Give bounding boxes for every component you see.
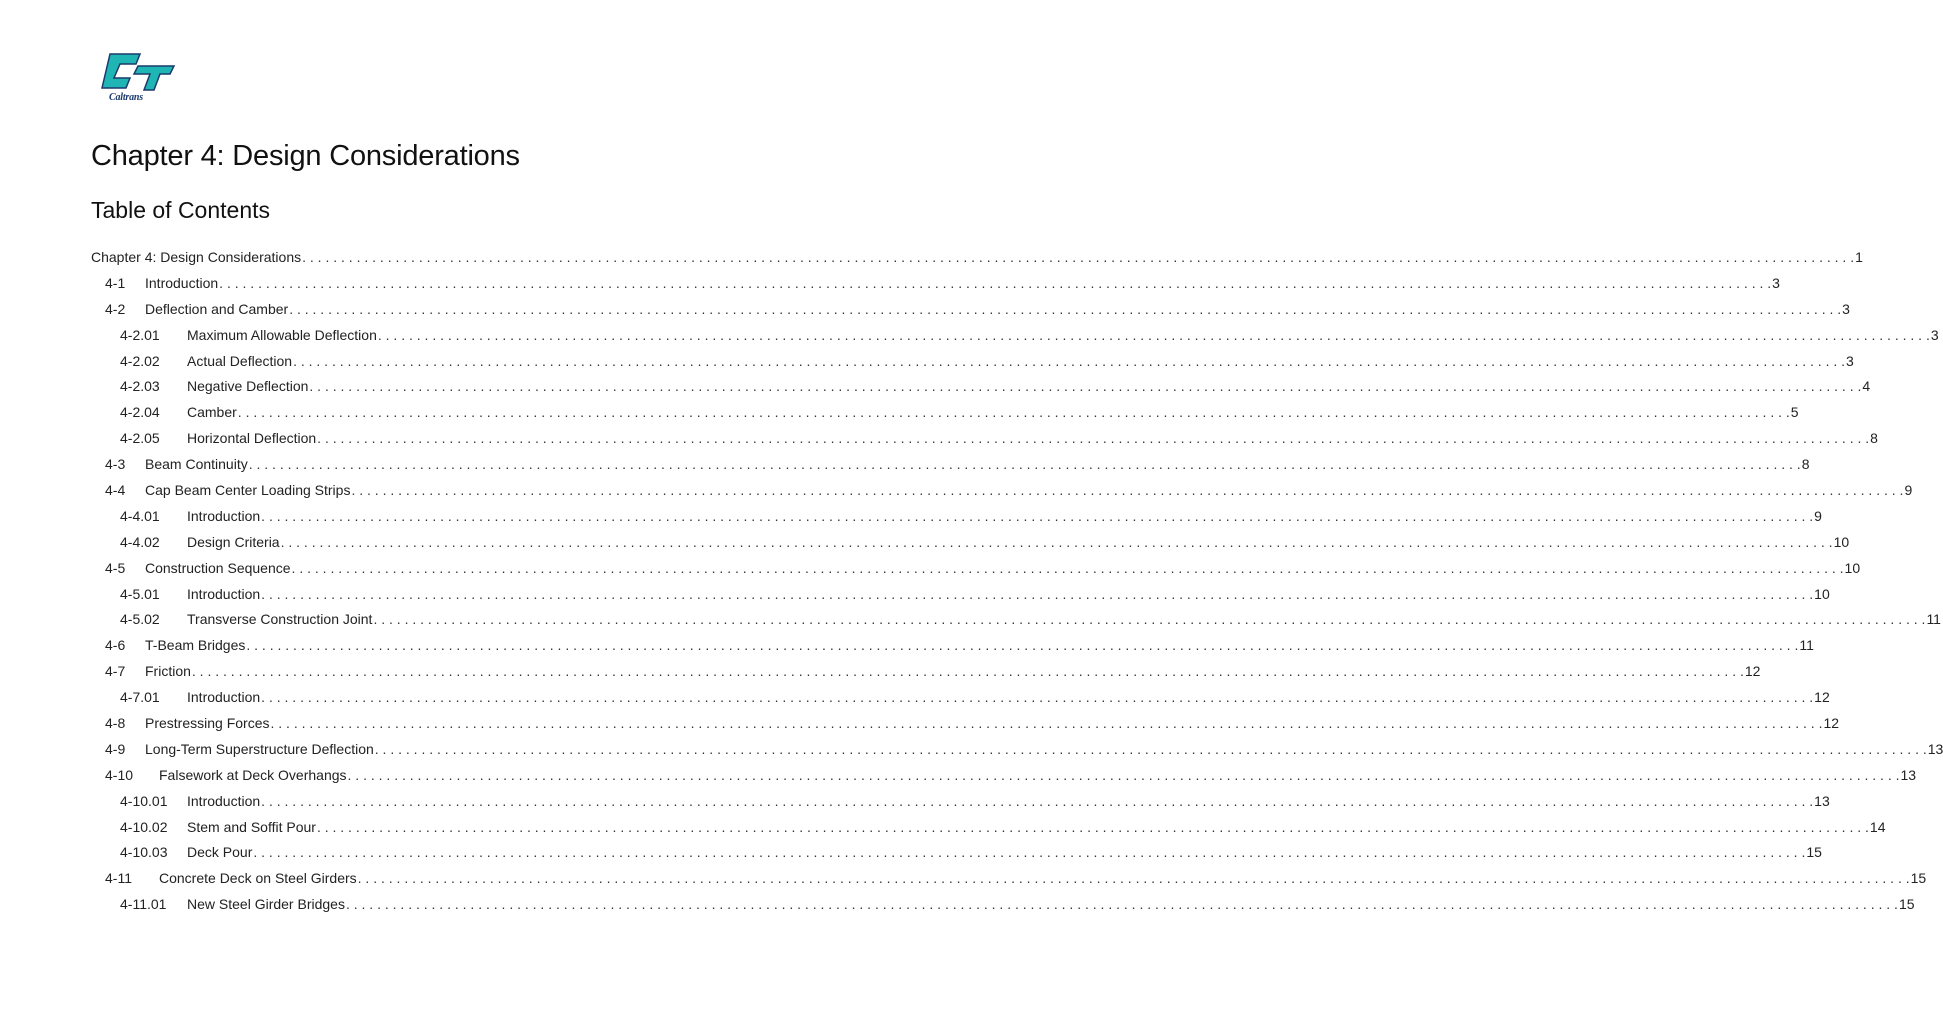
toc-entry-title: Long-Term Superstructure Deflection: [145, 740, 374, 757]
toc-entry-title: Maximum Allowable Deflection: [187, 326, 377, 343]
toc-entry-title: Introduction: [145, 274, 219, 291]
toc-entry[interactable]: [91, 296, 1850, 322]
toc-dot-leader: . . . . . . . . . . . . . . . . . . . . . . . . . . . . . . . . . . . . . . . . . . . . . . . . . . . . . . . . . . . . . . . . . . . . . . . . . . . . . . . . . . . . . . . . . . . . . . . . . . . . . . . . . . . . . . . . . . . . . . . . . . . . . . . . . . . . . . . . . . . . . . . . . . . . . . . . . . . . . . . . . . . . . . . . . . . . . . . . . . . . . . . . . . . . . . . . . . . . . . . .: [191, 663, 1744, 680]
toc-dot-leader: . . . . . . . . . . . . . . . . . . . . . . . . . . . . . . . . . . . . . . . . . . . . . . . . . . . . . . . . . . . . . . . . . . . . . . . . . . . . . . . . . . . . . . . . . . . . . . . . . . . . . . . . . . . . . . . . . . . . . . . . . . . . . . . . . . . . . . . . . . . . . . . . . . . . . . . . . . . . . . . . . . . . . . . . . . . . . . . . . . . . . . . . . . . . . . . . . . . . . . . .: [261, 585, 1814, 602]
toc-entry-page: 13: [1900, 766, 1917, 783]
toc-entry-page: 15: [1910, 870, 1927, 887]
toc-entry-number: 4-8: [105, 714, 126, 731]
toc-entry[interactable]: [91, 632, 1814, 658]
toc-entry-title: Prestressing Forces: [145, 714, 270, 731]
toc-dot-leader: . . . . . . . . . . . . . . . . . . . . . . . . . . . . . . . . . . . . . . . . . . . . . . . . . . . . . . . . . . . . . . . . . . . . . . . . . . . . . . . . . . . . . . . . . . . . . . . . . . . . . . . . . . . . . . . . . . . . . . . . . . . . . . . . . . . . . . . . . . . . . . . . . . . . . . . . . . . . . . . . . . . . . . . . . . . . . . . . . . . . . . . . . . . . . . . . . . . . . . . .: [345, 896, 1898, 913]
toc-entry-title: Deck Pour: [187, 844, 253, 861]
toc-dot-leader: . . . . . . . . . . . . . . . . . . . . . . . . . . . . . . . . . . . . . . . . . . . . . . . . . . . . . . . . . . . . . . . . . . . . . . . . . . . . . . . . . . . . . . . . . . . . . . . . . . . . . . . . . . . . . . . . . . . . . . . . . . . . . . . . . . . . . . . . . . . . . . . . . . . . . . . . . . . . . . . . . . . . . . . . . . . . . . . . . . . . . . . . . . . . . . . . . . . . . . . .: [248, 456, 1801, 473]
toc-dot-leader: . . . . . . . . . . . . . . . . . . . . . . . . . . . . . . . . . . . . . . . . . . . . . . . . . . . . . . . . . . . . . . . . . . . . . . . . . . . . . . . . . . . . . . . . . . . . . . . . . . . . . . . . . . . . . . . . . . . . . . . . . . . . . . . . . . . . . . . . . . . . . . . . . . . . . . . . . . . . . . . . . . . . . . . . . . . . . . . . . . . . . . . . . . . . . . . . . . . . . . . .: [237, 404, 1790, 421]
toc-entry-number: 4-9: [105, 740, 126, 757]
toc-entry[interactable]: [91, 399, 1799, 425]
toc-entry-title: T-Beam Bridges: [145, 637, 246, 654]
toc-dot-leader: . . . . . . . . . . . . . . . . . . . . . . . . . . . . . . . . . . . . . . . . . . . . . . . . . . . . . . . . . . . . . . . . . . . . . . . . . . . . . . . . . . . . . . . . . . . . . . . . . . . . . . . . . . . . . . . . . . . . . . . . . . . . . . . . . . . . . . . . . . . . . . . . . . . . . . . . . . . . . . . . . . . . . . . . . . . . . . . . . . . . . . . . . . . . . . . . . . . . . . . .: [316, 818, 1869, 835]
toc-entry-title: Falsework at Deck Overhangs: [159, 766, 347, 783]
toc-entry-page: 12: [1823, 714, 1840, 731]
toc-entry-title: Construction Sequence: [145, 559, 291, 576]
toc-entry[interactable]: [91, 270, 1780, 296]
toc-entry[interactable]: [91, 581, 1830, 607]
toc-entry-page: 3: [1846, 352, 1854, 369]
toc-entry[interactable]: [91, 348, 1854, 374]
toc-entry-page: 13: [1927, 740, 1943, 757]
toc-entry-title: Concrete Deck on Steel Girders: [159, 870, 357, 887]
toc-entry[interactable]: [91, 658, 1761, 684]
toc-entry-page: 9: [1814, 507, 1822, 524]
toc-entry[interactable]: [91, 814, 1886, 840]
toc-dot-leader: . . . . . . . . . . . . . . . . . . . . . . . . . . . . . . . . . . . . . . . . . . . . . . . . . . . . . . . . . . . . . . . . . . . . . . . . . . . . . . . . . . . . . . . . . . . . . . . . . . . . . . . . . . . . . . . . . . . . . . . . . . . . . . . . . . . . . . . . . . . . . . . . . . . . . . . . . . . . . . . . . . . . . . . . . . . . . . . . . . . . . . . . . . . . . . . . . . . . . . . .: [289, 300, 1842, 317]
caltrans-logo-mark: [100, 50, 176, 94]
toc-entry-title: Friction: [145, 663, 191, 680]
caltrans-wordmark: Caltrans: [109, 92, 143, 103]
caltrans-logo: [100, 50, 176, 110]
toc-dot-leader: . . . . . . . . . . . . . . . . . . . . . . . . . . . . . . . . . . . . . . . . . . . . . . . . . . . . . . . . . . . . . . . . . . . . . . . . . . . . . . . . . . . . . . . . . . . . . . . . . . . . . . . . . . . . . . . . . . . . . . . . . . . . . . . . . . . . . . . . . . . . . . . . . . . . . . . . . . . . . . . . . . . . . . . . . . . . . . . . . . . . . . . . . . . . . . . . . . . . . . . .: [261, 689, 1814, 706]
toc-entry-page: 12: [1744, 663, 1761, 680]
toc-entry[interactable]: [91, 477, 1913, 503]
toc-entry[interactable]: [91, 373, 1871, 399]
toc-entry-title: Design Criteria: [187, 533, 280, 550]
table-of-contents: [91, 244, 1943, 917]
toc-dot-leader: . . . . . . . . . . . . . . . . . . . . . . . . . . . . . . . . . . . . . . . . . . . . . . . . . . . . . . . . . . . . . . . . . . . . . . . . . . . . . . . . . . . . . . . . . . . . . . . . . . . . . . . . . . . . . . . . . . . . . . . . . . . . . . . . . . . . . . . . . . . . . . . . . . . . . . . . . . . . . . . . . . . . . . . . . . . . . . . . . . . . . . . . . . . . . . . . . . . . . . . .: [377, 326, 1930, 343]
toc-dot-leader: . . . . . . . . . . . . . . . . . . . . . . . . . . . . . . . . . . . . . . . . . . . . . . . . . . . . . . . . . . . . . . . . . . . . . . . . . . . . . . . . . . . . . . . . . . . . . . . . . . . . . . . . . . . . . . . . . . . . . . . . . . . . . . . . . . . . . . . . . . . . . . . . . . . . . . . . . . . . . . . . . . . . . . . . . . . . . . . . . . . . . . . . . . . . . . . . . . . . . . . .: [374, 740, 1927, 757]
toc-entry-number: 4-2: [105, 300, 126, 317]
toc-entry-number: 4-5: [105, 559, 126, 576]
toc-entry-title: Actual Deflection: [187, 352, 293, 369]
toc-dot-leader: . . . . . . . . . . . . . . . . . . . . . . . . . . . . . . . . . . . . . . . . . . . . . . . . . . . . . . . . . . . . . . . . . . . . . . . . . . . . . . . . . . . . . . . . . . . . . . . . . . . . . . . . . . . . . . . . . . . . . . . . . . . . . . . . . . . . . . . . . . . . . . . . . . . . . . . . . . . . . . . . . . . . . . . . . . . . . . . . . . . . . . . . . . . . . . . . . . . . . . . .: [280, 533, 1833, 550]
toc-entry-title: Deflection and Camber: [145, 300, 289, 317]
toc-entry-title: Negative Deflection: [187, 378, 309, 395]
toc-dot-leader: . . . . . . . . . . . . . . . . . . . . . . . . . . . . . . . . . . . . . . . . . . . . . . . . . . . . . . . . . . . . . . . . . . . . . . . . . . . . . . . . . . . . . . . . . . . . . . . . . . . . . . . . . . . . . . . . . . . . . . . . . . . . . . . . . . . . . . . . . . . . . . . . . . . . . . . . . . . . . . . . . . . . . . . . . . . . . . . . . . . . . . . . . . . . . . . . . . . . . . . .: [261, 507, 1814, 524]
toc-dot-leader: . . . . . . . . . . . . . . . . . . . . . . . . . . . . . . . . . . . . . . . . . . . . . . . . . . . . . . . . . . . . . . . . . . . . . . . . . . . . . . . . . . . . . . . . . . . . . . . . . . . . . . . . . . . . . . . . . . . . . . . . . . . . . . . . . . . . . . . . . . . . . . . . . . . . . . . . . . . . . . . . . . . . . . . . . . . . . . . . . . . . . . . . . . . . . . . . . . . . . . . .: [373, 611, 1926, 628]
toc-entry-number: 4-2.05: [120, 430, 160, 447]
toc-entry-page: 8: [1870, 430, 1878, 447]
toc-dot-leader: . . . . . . . . . . . . . . . . . . . . . . . . . . . . . . . . . . . . . . . . . . . . . . . . . . . . . . . . . . . . . . . . . . . . . . . . . . . . . . . . . . . . . . . . . . . . . . . . . . . . . . . . . . . . . . . . . . . . . . . . . . . . . . . . . . . . . . . . . . . . . . . . . . . . . . . . . . . . . . . . . . . . . . . . . . . . . . . . . . . . . . . . . . . . . . . . . . . . . . . .: [246, 637, 1799, 654]
toc-entry-number: 4-7.01: [120, 689, 160, 706]
toc-dot-leader: . . . . . . . . . . . . . . . . . . . . . . . . . . . . . . . . . . . . . . . . . . . . . . . . . . . . . . . . . . . . . . . . . . . . . . . . . . . . . . . . . . . . . . . . . . . . . . . . . . . . . . . . . . . . . . . . . . . . . . . . . . . . . . . . . . . . . . . . . . . . . . . . . . . . . . . . . . . . . . . . . . . . . . . . . . . . . . . . . . . . . . . . . . . . . . . . . . . . . . . .: [351, 481, 1904, 498]
toc-entry-title: Horizontal Deflection: [187, 430, 317, 447]
toc-entry-title: Introduction: [187, 792, 261, 809]
toc-entry-number: 4-10.02: [120, 818, 168, 835]
toc-entry[interactable]: [91, 503, 1822, 529]
toc-entry-page: 9: [1904, 481, 1913, 498]
toc-entry-page: 3: [1842, 300, 1850, 317]
toc-entry-title: Camber: [187, 404, 237, 421]
toc-entry[interactable]: [91, 865, 1927, 891]
toc-dot-leader: . . . . . . . . . . . . . . . . . . . . . . . . . . . . . . . . . . . . . . . . . . . . . . . . . . . . . . . . . . . . . . . . . . . . . . . . . . . . . . . . . . . . . . . . . . . . . . . . . . . . . . . . . . . . . . . . . . . . . . . . . . . . . . . . . . . . . . . . . . . . . . . . . . . . . . . . . . . . . . . . . . . . . . . . . . . . . . . . . . . . . . . . . . . . . . . . . . . . . . . .: [261, 792, 1814, 809]
toc-dot-leader: . . . . . . . . . . . . . . . . . . . . . . . . . . . . . . . . . . . . . . . . . . . . . . . . . . . . . . . . . . . . . . . . . . . . . . . . . . . . . . . . . . . . . . . . . . . . . . . . . . . . . . . . . . . . . . . . . . . . . . . . . . . . . . . . . . . . . . . . . . . . . . . . . . . . . . . . . . . . . . . . . . . . . . . . . . . . . . . . . . . . . . . . . . . . . . . . . . . . . . . .: [219, 274, 1772, 291]
toc-entry[interactable]: [91, 788, 1830, 814]
toc-entry-page: 15: [1806, 844, 1822, 861]
toc-dot-leader: . . . . . . . . . . . . . . . . . . . . . . . . . . . . . . . . . . . . . . . . . . . . . . . . . . . . . . . . . . . . . . . . . . . . . . . . . . . . . . . . . . . . . . . . . . . . . . . . . . . . . . . . . . . . . . . . . . . . . . . . . . . . . . . . . . . . . . . . . . . . . . . . . . . . . . . . . . . . . . . . . . . . . . . . . . . . . . . . . . . . . . . . . . . . . . . . . . . . . . . .: [317, 430, 1870, 447]
toc-dot-leader: . . . . . . . . . . . . . . . . . . . . . . . . . . . . . . . . . . . . . . . . . . . . . . . . . . . . . . . . . . . . . . . . . . . . . . . . . . . . . . . . . . . . . . . . . . . . . . . . . . . . . . . . . . . . . . . . . . . . . . . . . . . . . . . . . . . . . . . . . . . . . . . . . . . . . . . . . . . . . . . . . . . . . . . . . . . . . . . . . . . . . . . . . . . . . . . . . . . . . . . .: [253, 844, 1806, 861]
toc-dot-leader: . . . . . . . . . . . . . . . . . . . . . . . . . . . . . . . . . . . . . . . . . . . . . . . . . . . . . . . . . . . . . . . . . . . . . . . . . . . . . . . . . . . . . . . . . . . . . . . . . . . . . . . . . . . . . . . . . . . . . . . . . . . . . . . . . . . . . . . . . . . . . . . . . . . . . . . . . . . . . . . . . . . . . . . . . . . . . . . . . . . . . . . . . . . . . . . . . . . . . . . .: [270, 714, 1823, 731]
toc-dot-leader: . . . . . . . . . . . . . . . . . . . . . . . . . . . . . . . . . . . . . . . . . . . . . . . . . . . . . . . . . . . . . . . . . . . . . . . . . . . . . . . . . . . . . . . . . . . . . . . . . . . . . . . . . . . . . . . . . . . . . . . . . . . . . . . . . . . . . . . . . . . . . . . . . . . . . . . . . . . . . . . . . . . . . . . . . . . . . . . . . . . . . . . . . . . . . . . . . . . . . . . .: [302, 248, 1855, 265]
toc-entry-number: 4-1: [105, 274, 126, 291]
toc-entry-title: Introduction: [187, 585, 261, 602]
toc-entry-number: 4-5.01: [120, 585, 160, 602]
toc-entry-title: Introduction: [187, 689, 261, 706]
toc-entry[interactable]: [91, 451, 1810, 477]
toc-entry[interactable]: [91, 762, 1917, 788]
toc-entry[interactable]: [91, 606, 1941, 632]
toc-entry-title: Cap Beam Center Loading Strips: [145, 481, 351, 498]
toc-entry-number: 4-11: [105, 870, 132, 887]
toc-entry-number: 4-2.04: [120, 404, 160, 421]
toc-entry-title: Transverse Construction Joint: [187, 611, 373, 628]
toc-entry-number: 4-10.03: [120, 844, 168, 861]
toc-entry-page: 11: [1799, 637, 1814, 654]
toc-entry-page: 1: [1855, 248, 1863, 265]
toc-entry-number: 4-4.01: [120, 507, 160, 524]
toc-entry-page: 14: [1869, 818, 1886, 835]
toc-entry[interactable]: [91, 684, 1830, 710]
toc-entry-page: 10: [1844, 559, 1861, 576]
toc-entry-page: 5: [1790, 404, 1799, 421]
toc-entry-page: 4: [1862, 378, 1871, 395]
toc-entry-number: 4-2.01: [120, 326, 160, 343]
toc-heading: Table of Contents: [91, 197, 271, 223]
toc-entry-page: 10: [1833, 533, 1850, 550]
toc-entry-title: Beam Continuity: [145, 456, 248, 473]
toc-entry-page: 15: [1898, 896, 1915, 913]
toc-entry-page: 12: [1814, 689, 1830, 706]
toc-entry-number: 4-3: [105, 456, 126, 473]
toc-entry[interactable]: [91, 555, 1861, 581]
toc-entry[interactable]: [91, 736, 1943, 762]
toc-entry-number: 4-4.02: [120, 533, 160, 550]
toc-entry-number: 4-5.02: [120, 611, 160, 628]
toc-entry-number: 4-6: [105, 637, 126, 654]
toc-entry[interactable]: [91, 244, 1863, 270]
toc-entry[interactable]: [91, 322, 1939, 348]
toc-entry-number: 4-2.03: [120, 378, 160, 395]
toc-dot-leader: . . . . . . . . . . . . . . . . . . . . . . . . . . . . . . . . . . . . . . . . . . . . . . . . . . . . . . . . . . . . . . . . . . . . . . . . . . . . . . . . . . . . . . . . . . . . . . . . . . . . . . . . . . . . . . . . . . . . . . . . . . . . . . . . . . . . . . . . . . . . . . . . . . . . . . . . . . . . . . . . . . . . . . . . . . . . . . . . . . . . . . . . . . . . . . . . . . . . . . . .: [309, 378, 1862, 395]
toc-entry-page: 10: [1814, 585, 1830, 602]
toc-entry-title: Introduction: [187, 507, 261, 524]
toc-entry-page: 11: [1926, 611, 1941, 628]
toc-dot-leader: . . . . . . . . . . . . . . . . . . . . . . . . . . . . . . . . . . . . . . . . . . . . . . . . . . . . . . . . . . . . . . . . . . . . . . . . . . . . . . . . . . . . . . . . . . . . . . . . . . . . . . . . . . . . . . . . . . . . . . . . . . . . . . . . . . . . . . . . . . . . . . . . . . . . . . . . . . . . . . . . . . . . . . . . . . . . . . . . . . . . . . . . . . . . . . . . . . . . . . . .: [291, 559, 1844, 576]
toc-dot-leader: . . . . . . . . . . . . . . . . . . . . . . . . . . . . . . . . . . . . . . . . . . . . . . . . . . . . . . . . . . . . . . . . . . . . . . . . . . . . . . . . . . . . . . . . . . . . . . . . . . . . . . . . . . . . . . . . . . . . . . . . . . . . . . . . . . . . . . . . . . . . . . . . . . . . . . . . . . . . . . . . . . . . . . . . . . . . . . . . . . . . . . . . . . . . . . . . . . . . . . . .: [293, 352, 1846, 369]
toc-entry[interactable]: [91, 529, 1850, 555]
toc-entry-page: 13: [1814, 792, 1830, 809]
toc-dot-leader: . . . . . . . . . . . . . . . . . . . . . . . . . . . . . . . . . . . . . . . . . . . . . . . . . . . . . . . . . . . . . . . . . . . . . . . . . . . . . . . . . . . . . . . . . . . . . . . . . . . . . . . . . . . . . . . . . . . . . . . . . . . . . . . . . . . . . . . . . . . . . . . . . . . . . . . . . . . . . . . . . . . . . . . . . . . . . . . . . . . . . . . . . . . . . . . . . . . . . . . .: [357, 870, 1910, 887]
toc-entry-number: 4-7: [105, 663, 126, 680]
toc-entry-number: 4-11.01: [120, 896, 167, 913]
toc-entry[interactable]: [91, 710, 1840, 736]
toc-entry-page: 3: [1772, 274, 1780, 291]
toc-entry[interactable]: [91, 891, 1915, 917]
toc-entry-title: Stem and Soffit Pour: [187, 818, 316, 835]
toc-entry-page: 8: [1801, 456, 1810, 473]
toc-entry[interactable]: [91, 839, 1822, 865]
toc-entry[interactable]: [91, 425, 1878, 451]
toc-dot-leader: . . . . . . . . . . . . . . . . . . . . . . . . . . . . . . . . . . . . . . . . . . . . . . . . . . . . . . . . . . . . . . . . . . . . . . . . . . . . . . . . . . . . . . . . . . . . . . . . . . . . . . . . . . . . . . . . . . . . . . . . . . . . . . . . . . . . . . . . . . . . . . . . . . . . . . . . . . . . . . . . . . . . . . . . . . . . . . . . . . . . . . . . . . . . . . . . . . . . . . . .: [347, 766, 1900, 783]
toc-entry-title: Chapter 4: Design Considerations: [91, 248, 302, 265]
chapter-title: Chapter 4: Design Considerations: [91, 140, 520, 172]
toc-entry-number: 4-2.02: [120, 352, 160, 369]
toc-entry-number: 4-10.01: [120, 792, 168, 809]
toc-entry-page: 3: [1930, 326, 1939, 343]
toc-entry-number: 4-10: [105, 766, 134, 783]
toc-entry-title: New Steel Girder Bridges: [187, 896, 345, 913]
toc-entry-number: 4-4: [105, 481, 126, 498]
